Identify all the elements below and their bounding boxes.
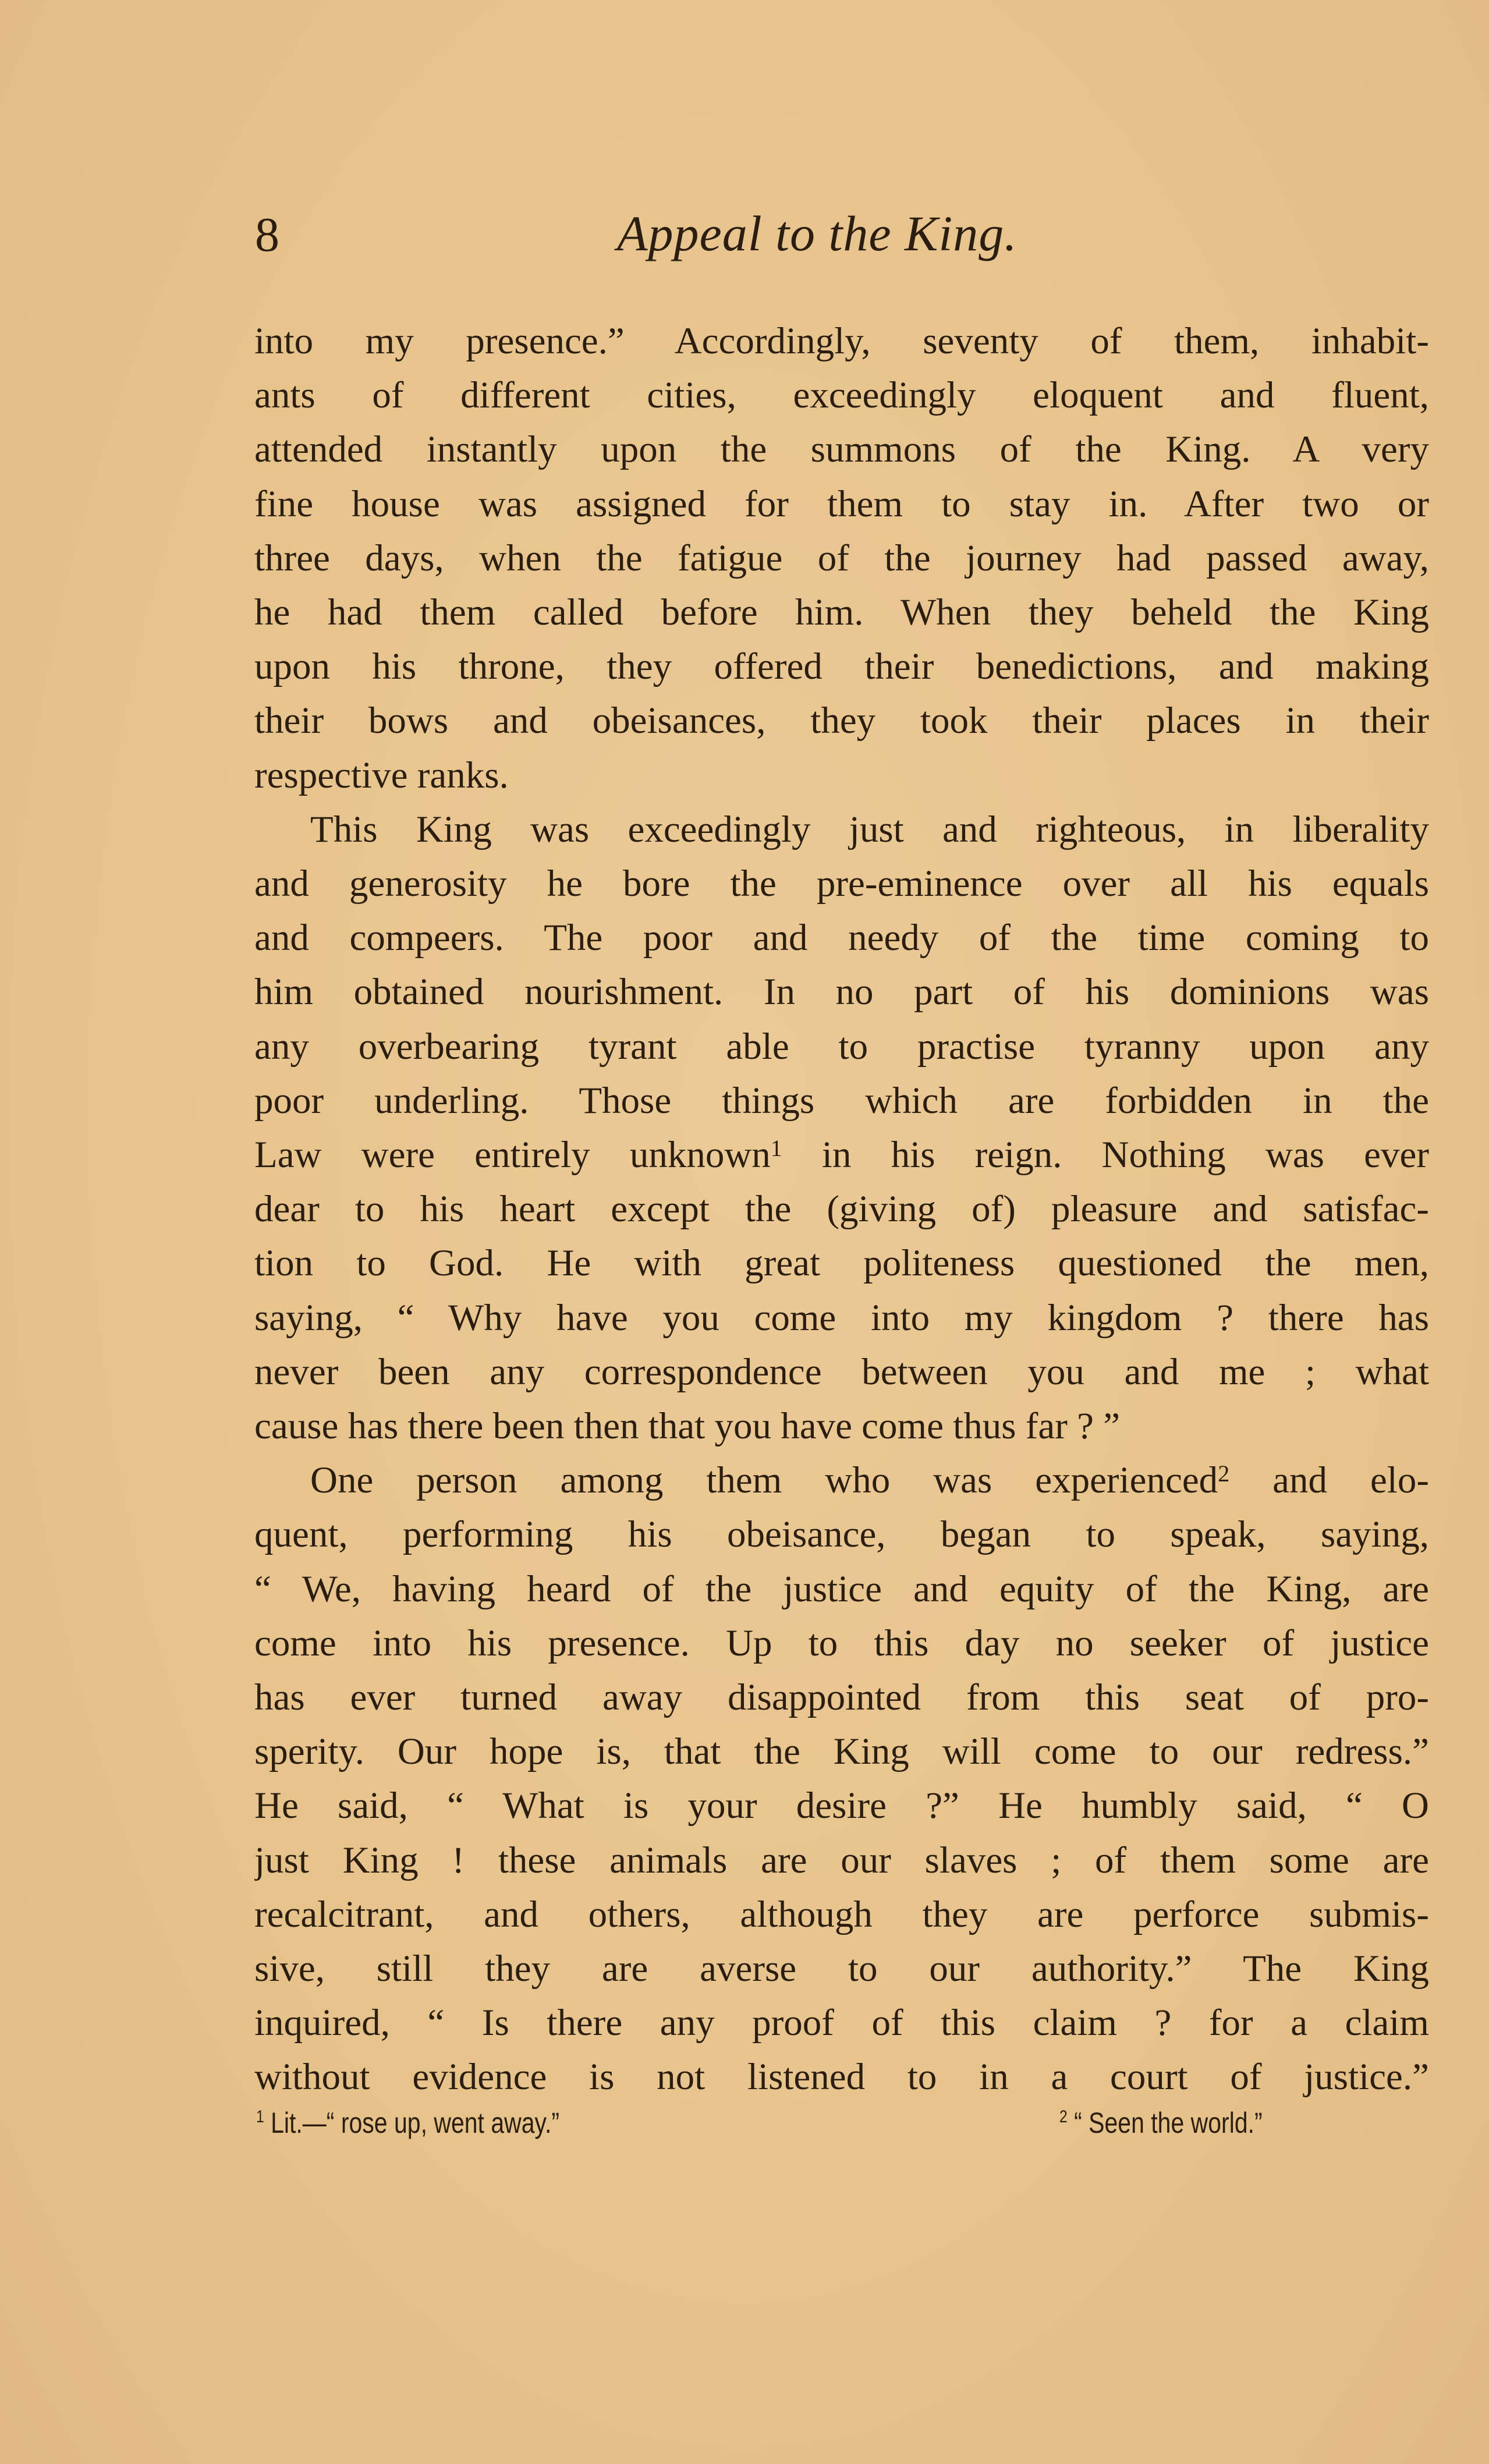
line-text: saying, “ Why have you come into my kingdom ? there has [254, 1296, 1429, 1339]
text-line [254, 1834, 1429, 1888]
text-line [254, 1074, 1429, 1128]
text-line [254, 477, 1429, 531]
line-text: him obtained nourishment. In no part of his dominions was [254, 971, 1429, 1013]
line-text: respective ranks. [254, 754, 509, 796]
line-text: just King ! these animals are our slaves ; of them some are [254, 1839, 1429, 1881]
text-line [254, 1996, 1429, 2050]
footnote-reference: 1 [770, 1135, 782, 1161]
text-line [254, 1020, 1429, 1074]
line-text: poor underling. Those things which are forbidden in the [254, 1079, 1429, 1122]
text-line [254, 531, 1429, 586]
text-line [254, 423, 1429, 477]
text-line [310, 1453, 1429, 1508]
line-text: One person among them who was experienced [310, 1459, 1218, 1502]
footnote-reference: 2 [1218, 1460, 1230, 1487]
text-line [254, 314, 1429, 368]
line-text: come into his presence. Up to this day no seeker of justice [254, 1622, 1429, 1664]
line-text: and generosity he bore the pre-eminence over all his equals [254, 863, 1429, 905]
text-line [254, 1942, 1429, 1996]
footnote-1 [256, 2108, 559, 2137]
text-line [254, 1508, 1429, 1562]
line-text: cause has there been then that you have come thus far ? ” [254, 1405, 1121, 1447]
line-text: ants of different cities, exceedingly eloquent and fluent, [254, 374, 1429, 417]
text-line [254, 1562, 1429, 1616]
footnote-mark: 1 [256, 2107, 264, 2126]
line-text: attended instantly upon the summons of the King. A very [254, 428, 1429, 471]
footnote-mark: 2 [1059, 2107, 1068, 2126]
line-text: dear to his heart except the (giving of) pleasure and satisfac- [254, 1188, 1429, 1231]
line-text: This King was exceedingly just and righteous, in liberality [310, 808, 1429, 850]
line-text: without evidence is not listened to in a court of justice.” [254, 2056, 1429, 2098]
line-text: inquired, “ Is there any proof of this claim ? for a claim [254, 2002, 1429, 2044]
line-text: recalcitrant, and others, although they are perforce submis- [254, 1893, 1429, 1935]
footnote-2 [1059, 2108, 1263, 2137]
line-text: their bows and obeisances, they took their places in their [254, 700, 1429, 742]
line-text: tion to God. He with great politeness questioned the men, [254, 1242, 1429, 1285]
text-line [254, 368, 1429, 423]
text-line [254, 1182, 1429, 1236]
line-text: he had them called before him. When they beheld the King [254, 591, 1429, 633]
line-text: any overbearing tyrant able to practise tyranny upon any [254, 1025, 1429, 1068]
text-line [254, 694, 1429, 748]
line-text: “ We, having heard of the justice and equity of the King, are [254, 1568, 1429, 1610]
text-line [254, 1128, 1429, 1182]
line-text: never been any correspondence between you and me ; what [254, 1350, 1429, 1393]
running-title: Appeal to the King. [617, 205, 1018, 261]
page-number: 8 [255, 208, 279, 262]
text-line [254, 1616, 1429, 1671]
text-line [310, 803, 1429, 857]
line-text: in his reign. Nothing was ever [782, 1134, 1429, 1176]
line-text: into my presence.” Accordingly, seventy of them, inhabit- [254, 320, 1429, 362]
line-text: and elo- [1229, 1459, 1429, 1502]
footnote-text: “ Seen the world.” [1067, 2107, 1263, 2139]
text-line [254, 640, 1429, 694]
text-line [254, 857, 1429, 911]
line-text: has ever turned away disappointed from this seat of pro- [254, 1676, 1429, 1718]
text-line [254, 911, 1429, 965]
line-text: He said, “ What is your desire ?” He humbly said, “ O [254, 1785, 1429, 1827]
text-line [254, 1671, 1429, 1725]
line-text: and compeers. The poor and needy of the time coming to [254, 917, 1429, 959]
footnote-text: Lit.—“ rose up, went away.” [264, 2107, 560, 2139]
text-line [254, 1345, 1429, 1399]
text-line [254, 1725, 1429, 1779]
line-text: sperity. Our hope is, that the King will come to our redress.” [254, 1731, 1429, 1773]
text-line [254, 1399, 1429, 1453]
line-text: quent, performing his obeisance, began to speak, saying, [254, 1513, 1429, 1556]
line-text: Law were entirely unknown [254, 1134, 771, 1176]
text-line [254, 965, 1429, 1019]
text-line [254, 749, 1429, 803]
line-text: upon his throne, they offered their benedictions, and making [254, 646, 1429, 688]
text-line [254, 1291, 1429, 1345]
text-line [254, 2050, 1429, 2104]
text-line [254, 1888, 1429, 1942]
text-line [254, 1236, 1429, 1291]
line-text: three days, when the fatigue of the journey had passed away, [254, 537, 1429, 579]
line-text: fine house was assigned for them to stay in. After two or [254, 483, 1429, 525]
line-text: sive, still they are averse to our authority.” The King [254, 1948, 1429, 1990]
text-line [254, 586, 1429, 640]
text-line [254, 1779, 1429, 1833]
